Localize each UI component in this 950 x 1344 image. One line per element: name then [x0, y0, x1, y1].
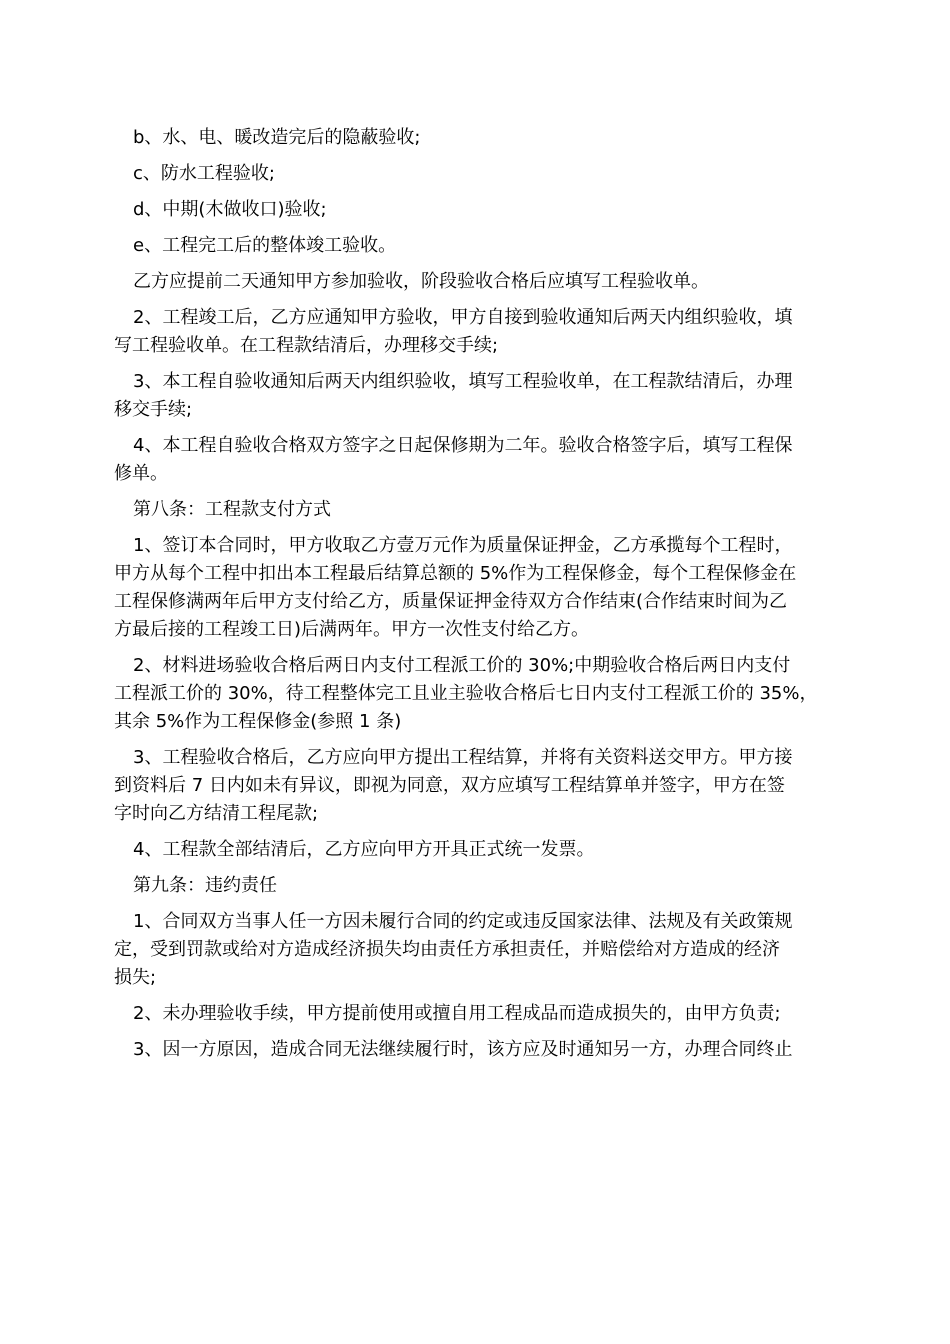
paragraph — [114, 1000, 838, 1028]
paragraph — [114, 872, 838, 900]
paragraph-line: 1、签订本合同时，甲方收取乙方壹万元作为质量保证押金，乙方承揽每个工程时， — [133, 535, 793, 556]
paragraph-line: 损失; — [114, 967, 157, 988]
paragraph-line: 1、合同双方当事人任一方因未履行合同的约定或违反国家法律、法规及有关政策规 — [133, 911, 793, 932]
paragraph-line: 3、工程验收合格后，乙方应向甲方提出工程结算，并将有关资料送交甲方。甲方接 — [133, 747, 793, 768]
paragraph-line: 工程派工价的 30%，待工程整体完工且业主验收合格后七日内支付工程派工价的 35%， — [114, 683, 818, 704]
paragraph-line: 写工程验收单。在工程款结清后，办理移交手续; — [114, 335, 499, 356]
paragraph — [114, 836, 838, 864]
paragraph — [114, 432, 838, 488]
paragraph-line: 定，受到罚款或给对方造成经济损失均由责任方承担责任，并赔偿给对方造成的经济 — [114, 939, 780, 960]
paragraph-line: c、防水工程验收; — [133, 163, 275, 184]
paragraph-line: 4、本工程自验收合格双方签字之日起保修期为二年。验收合格签字后，填写工程保 — [133, 435, 793, 456]
document-body — [114, 124, 838, 1064]
paragraph-line: 方最后接的工程竣工日)后满两年。甲方一次性支付给乙方。 — [114, 619, 590, 640]
paragraph — [114, 532, 838, 644]
paragraph — [114, 232, 838, 260]
paragraph — [114, 652, 838, 736]
paragraph — [114, 124, 838, 152]
paragraph-line: 移交手续; — [114, 399, 193, 420]
paragraph-line: 到资料后 7 日内如未有异议，即视为同意，双方应填写工程结算单并签字，甲方在签 — [114, 775, 785, 796]
paragraph-line: 乙方应提前二天通知甲方参加验收，阶段验收合格后应填写工程验收单。 — [133, 271, 709, 292]
paragraph — [114, 1036, 838, 1064]
document-page — [114, 124, 838, 1072]
paragraph — [114, 496, 838, 524]
paragraph-line: 第八条：工程款支付方式 — [133, 499, 331, 520]
paragraph-line: 3、本工程自验收通知后两天内组织验收，填写工程验收单，在工程款结清后，办理 — [133, 371, 793, 392]
paragraph-line: 2、工程竣工后，乙方应通知甲方验收，甲方自接到验收通知后两天内组织验收，填 — [133, 307, 793, 328]
paragraph — [114, 304, 838, 360]
paragraph-line: 甲方从每个工程中扣出本工程最后结算总额的 5%作为工程保修金，每个工程保修金在 — [114, 563, 797, 584]
paragraph-line: 第九条：违约责任 — [133, 875, 277, 896]
paragraph — [114, 160, 838, 188]
paragraph-line: b、水、电、暖改造完后的隐蔽验收; — [133, 127, 421, 148]
paragraph — [114, 368, 838, 424]
paragraph — [114, 196, 838, 224]
paragraph-line: 2、未办理验收手续，甲方提前使用或擅自用工程成品而造成损失的，由甲方负责; — [133, 1003, 781, 1024]
paragraph-line: 工程保修满两年后甲方支付给乙方，质量保证押金待双方合作结束(合作结束时间为乙 — [114, 591, 788, 612]
paragraph-line: 其余 5%作为工程保修金(参照 1 条) — [114, 711, 402, 732]
paragraph-line: 3、因一方原因，造成合同无法继续履行时，该方应及时通知另一方，办理合同终止 — [133, 1039, 793, 1060]
paragraph — [114, 744, 838, 828]
paragraph-line: e、工程完工后的整体竣工验收。 — [133, 235, 397, 256]
paragraph — [114, 268, 838, 296]
paragraph-line: 2、材料进场验收合格后两日内支付工程派工价的 30%;中期验收合格后两日内支付 — [133, 655, 791, 676]
paragraph-line: 修单。 — [114, 463, 168, 484]
paragraph-line: 字时向乙方结清工程尾款; — [114, 803, 319, 824]
paragraph-line: d、中期(木做收口)验收; — [133, 199, 327, 220]
paragraph-line: 4、工程款全部结清后，乙方应向甲方开具正式统一发票。 — [133, 839, 595, 860]
paragraph — [114, 908, 838, 992]
